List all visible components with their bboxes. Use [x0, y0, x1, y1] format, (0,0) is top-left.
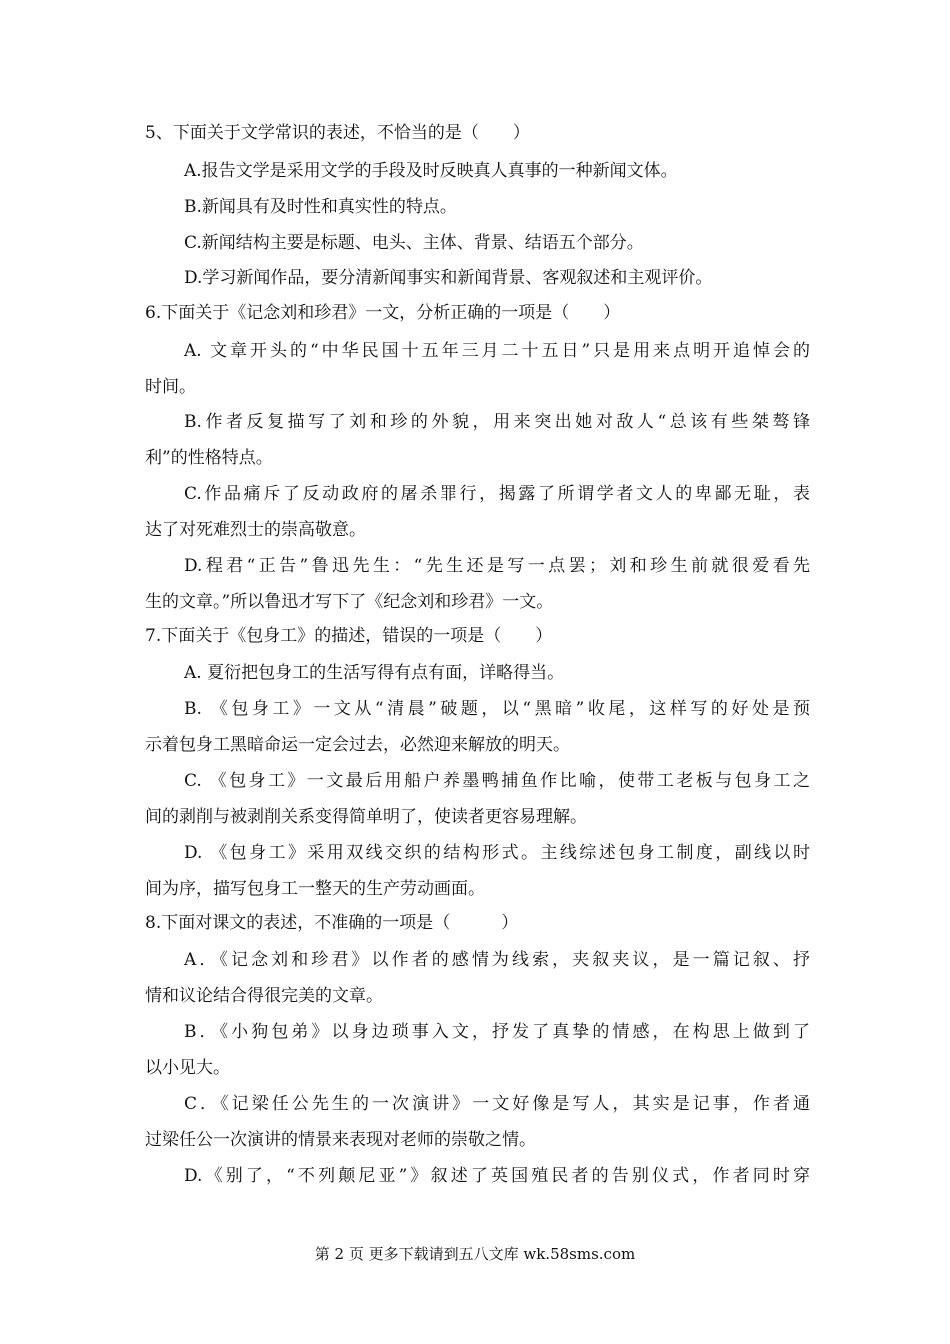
question-7-option-b-line-1: B. 《包身工》一文从“清晨”破题，以“黑暗”收尾，这样写的好处是预 — [184, 699, 810, 719]
question-8-option-a-line-1: A．《记念刘和珍君》以作者的感情为线索，夹叙夹议，是一篇记叙、抒 — [184, 950, 810, 970]
question-8-option-b-line-1: B．《小狗包弟》以身边琐事入文，抒发了真挚的情感，在构思上做到了 — [184, 1022, 810, 1042]
question-7-option-b-line-2: 示着包身工黑暗命运一定会过去，必然迎来解放的明天。 — [145, 735, 570, 755]
question-5-option-a: A.报告文学是采用文学的手段及时反映真人真事的一种新闻文体。 — [184, 161, 678, 181]
page-footer: 第 2 页 更多下载请到五八文库 wk.58sms.com — [314, 1245, 636, 1263]
question-6-option-c-line-2: 达了对死难烈士的崇高敬意。 — [145, 520, 366, 540]
question-5-option-c: C.新闻结构主要是标题、电头、主体、背景、结语五个部分。 — [184, 233, 644, 253]
question-5-stem: 5、下面关于文学常识的表述，不恰当的是（ ） — [145, 123, 530, 143]
question-8-option-b-line-2: 以小见大。 — [145, 1058, 230, 1078]
question-7-option-d-line-1: D. 《包身工》采用双线交织的结构形式。主线综述包身工制度，副线以时 — [184, 843, 810, 863]
question-7-stem: 7.下面关于《包身工》的描述，错误的一项是（ ） — [145, 626, 553, 646]
question-6-stem: 6.下面关于《记念刘和珍君》一文，分析正确的一项是（ ） — [145, 303, 621, 323]
question-6-option-b-line-2: 利”的性格特点。 — [145, 448, 273, 468]
question-7-option-c-line-1: C. 《包身工》一文最后用船户养墨鸭捕鱼作比喻，使带工老板与包身工之 — [184, 771, 810, 791]
question-8-stem: 8.下面对课文的表述，不准确的一项是（ ） — [145, 913, 519, 933]
question-6-option-a-line-2: 时间。 — [145, 377, 196, 397]
question-8-option-c-line-1: C．《记梁任公先生的一次演讲》一文好像是写人，其实是记事，作者通 — [184, 1094, 810, 1114]
question-6-option-b-line-1: B.作者反复描写了刘和珍的外貌，用来突出她对敌人“总该有些桀骜锋 — [184, 412, 810, 432]
question-8-option-c-line-2: 过梁任公一次演讲的情景来表现对老师的崇敬之情。 — [145, 1130, 536, 1150]
question-8-option-a-line-2: 情和议论结合得很完美的文章。 — [145, 986, 383, 1006]
question-6-option-d-line-2: 生的文章。”所以鲁迅才写下了《纪念刘和珍君》一文。 — [145, 592, 554, 612]
question-7-option-d-line-2: 间为序，描写包身工一整天的生产劳动画面。 — [145, 879, 485, 899]
question-8-option-d-line-1: D.《别了，“不列颠尼亚”》叙述了英国殖民者的告别仪式，作者同时穿 — [184, 1166, 810, 1186]
question-6-option-d-line-1: D.程君“正告”鲁迅先生：“先生还是写一点罢；刘和珍生前就很爱看先 — [184, 556, 810, 576]
question-5-option-b: B.新闻具有及时性和真实性的特点。 — [184, 197, 457, 217]
question-6-option-c-line-1: C.作品痛斥了反动政府的屠杀罪行，揭露了所谓学者文人的卑鄙无耻，表 — [184, 484, 810, 504]
question-7-option-a: A. 夏衍把包身工的生活写得有点有面，详略得当。 — [184, 663, 565, 683]
question-6-option-a-line-1: A. 文章开头的“中华民国十五年三月二十五日”只是用来点明开追悼会的 — [184, 341, 810, 361]
question-5-option-d: D.学习新闻作品，要分清新闻事实和新闻背景、客观叙述和主观评价。 — [184, 268, 713, 288]
question-7-option-c-line-2: 间的剥削与被剥削关系变得简单明了，使读者更容易理解。 — [145, 807, 587, 827]
